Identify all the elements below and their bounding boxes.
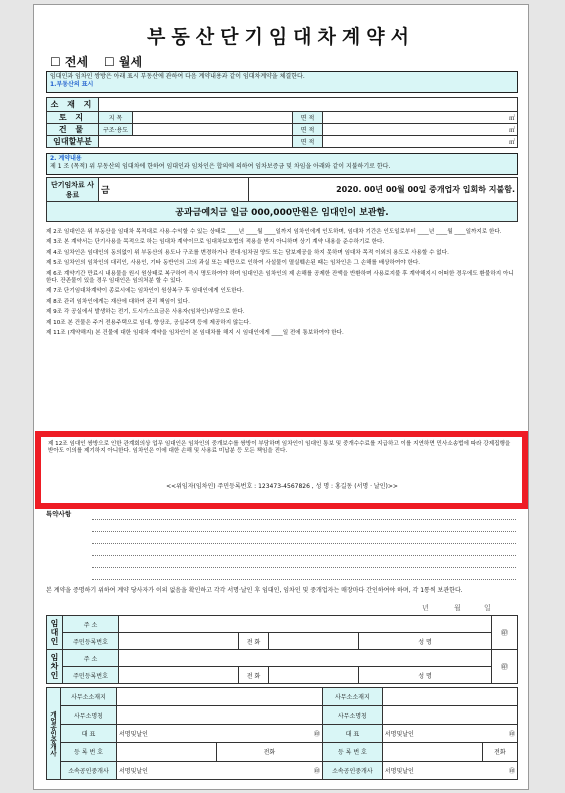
landlord-id-field[interactable] <box>119 633 239 650</box>
special-line-3[interactable] <box>92 543 516 544</box>
lease-area-field[interactable]: ㎡ <box>323 136 518 148</box>
jeonse-checkbox[interactable]: ☐ 전세 <box>50 55 89 69</box>
fee-note: 2020. 00년 00월 00일 중개업자 입회하 지불함. <box>249 178 518 202</box>
tenant-address-field[interactable] <box>119 650 492 667</box>
agent2-rep-seal: ㊞ <box>508 730 515 738</box>
landlord-tel-label: 전 화 <box>239 633 269 650</box>
closing-month: 월 <box>454 604 461 612</box>
building-area-label: 면 적 <box>293 124 323 136</box>
clause-5: 제 5조 임차인의 임차인의 대리인, 사용인, 기타 동반인의 고의 과실 또는 태만으로 인하여 사설물이 멸실훼손된 때는 임차인은 그 손해를 배상하여야 한다. <box>46 260 421 267</box>
property-table <box>46 97 518 148</box>
landlord-address-field[interactable] <box>119 616 492 633</box>
land-area-label: 면 적 <box>293 112 323 124</box>
location-field[interactable] <box>99 98 518 112</box>
tenant-label: 임차인 <box>47 650 63 684</box>
agent2-tel-label: 전화 <box>482 743 517 761</box>
landlord-label: 임대인 <box>47 616 63 650</box>
document-title: 부동산단기임대차계약서 <box>147 26 415 48</box>
building-structure-label: 구조·용도 <box>99 124 133 136</box>
wolse-checkbox[interactable]: ☐ 월세 <box>104 55 143 69</box>
fee-table <box>46 177 518 222</box>
landlord-seal: ㊞ <box>492 616 518 650</box>
agent2-broker-sign-text: 서명및날인 <box>384 767 414 775</box>
tenant-tel-label: 전 화 <box>239 667 269 684</box>
agent2-reg-label: 등 록 번 호 <box>322 743 382 761</box>
agent1-rep-sign-field[interactable] <box>117 724 323 742</box>
clause-2: 제 2조 임대인은 위 부동산을 임대차 목적대로 사용·수익할 수 있는 상태로 ____년 ____월 ____일까지 임차인에게 인도하며, 임대차 기간은 인도일로부터 ____년 ____월 ____일까지로 한다. <box>46 229 502 235</box>
building-label: 건 물 <box>47 124 99 136</box>
clause-list <box>46 229 518 337</box>
agent2-office-name-field[interactable] <box>382 706 517 724</box>
account-line: <<위임자(임차인) 주민등록번호 : 123473-4567826 , 성 명 : 홍길동 (서명 · 날인)>> <box>166 483 398 490</box>
building-structure-field[interactable] <box>133 124 293 136</box>
lease-area-label: 면 적 <box>293 136 323 148</box>
agent1-office-name-label: 사무소명칭 <box>61 706 117 724</box>
agent1-broker-field[interactable] <box>117 761 323 779</box>
tenant-tel-field[interactable] <box>269 667 359 684</box>
lease-part-field[interactable] <box>99 136 293 148</box>
agent2-rep-sign-field[interactable] <box>382 724 517 742</box>
land-area-field[interactable]: ㎡ <box>323 112 518 124</box>
agent1-office-address-field[interactable] <box>117 688 323 706</box>
tenant-address-label: 주 소 <box>63 650 119 667</box>
clause-3: 제 3조 본 계약서는 단기사용을 목적으로 하는 임대차 계약이므로 임대차보호법의 적용을 받지 아니하며 상기 계약 내용을 준수하기로 한다. <box>46 239 385 246</box>
special-line-1[interactable] <box>92 519 516 520</box>
agent1-broker-label: 소속공인중개사 <box>61 761 117 779</box>
land-label: 토 지 <box>47 112 99 124</box>
intro-text: 임대인과 임차인 쌍방은 아래 표시 부동산에 관하여 다음 계약내용과 같이 임대차계약을 체결한다. <box>50 73 305 80</box>
fee-amount-field[interactable]: 금 <box>99 178 249 202</box>
clause-9: 제 9조 각 공실에서 발생하는 전기, 도시가스요금은 사용자(임차인)부담으로 한다. <box>46 309 245 316</box>
fee-label: 단기임차료 사용료 <box>47 178 99 202</box>
closing-day: 일 <box>484 604 491 612</box>
agent1-broker-sign-text: 서명및날인 <box>119 767 148 775</box>
special-line-2[interactable] <box>92 531 516 532</box>
clause-4: 제 4조 임차인은 임대인의 동의없이 위 부동산의 용도나 구조를 변경하거나 전대·임차권 양도 또는 담보제공을 하지 못하며 임대차 목적 이외의 용도로 사용할 수 없다. <box>46 249 449 256</box>
agent2-rep-label: 대 표 <box>322 724 382 742</box>
agent1-rep-sign-text: 서명및날인 <box>119 730 148 738</box>
tenant-name-label: 성 명 <box>359 667 492 684</box>
clause-7: 제 7조 단기임대차계약이 종료시에는 임차인이 원상복구 후 임대인에게 인도한다. <box>46 288 244 295</box>
clause-10: 제 10조 본 건물은 주거 전용주택으로 임대, 향상조, 공실주택 등에 제공하지 않는다. <box>46 319 251 326</box>
agent1-broker-seal: ㊞ <box>313 767 320 775</box>
closing-year: 년 <box>422 604 429 612</box>
special-line-5[interactable] <box>92 567 516 568</box>
article-1: 제 1 조 (목적) 위 부동산의 임대차에 한하여 임대인과 임차인은 합의에 의하여 임차보증금 및 차임을 아래와 같이 지불하기로 한다. <box>50 163 391 170</box>
closing-statement: 본 계약을 증명하기 위하여 계약 당사자가 이의 없음을 확인하고 각각 서명·날인 후 임대인, 임차인 및 중개업자는 매장마다 간인하여야 하며, 각 1통씩 보관한다. <box>46 587 463 594</box>
special-line-4[interactable] <box>92 555 516 556</box>
contract-page <box>33 4 529 790</box>
lease-part-label: 임대할부분 <box>47 136 99 148</box>
building-area-field[interactable]: ㎡ <box>323 124 518 136</box>
property-heading: 1.부동산의 표시 <box>50 81 94 88</box>
utility-deposit-notice: 공과금예치금 일금 000,000만원은 임대인이 보관함. <box>47 202 518 222</box>
location-label: 소 재 지 <box>47 98 99 112</box>
landlord-tel-field[interactable] <box>269 633 359 650</box>
landlord-name-label: 성 명 <box>359 633 492 650</box>
agent1-office-address-label: 사무소소재지 <box>61 688 117 706</box>
agent1-tel-label: 전화 <box>217 743 323 761</box>
landlord-id-label: 주민등록번호 <box>63 633 119 650</box>
tenant-id-field[interactable] <box>119 667 239 684</box>
agent2-broker-seal: ㊞ <box>508 767 515 775</box>
tenant-id-label: 주민등록번호 <box>63 667 119 684</box>
land-category-label: 지 목 <box>99 112 133 124</box>
special-terms-label: 특약사항 <box>46 510 72 518</box>
tenant-seal: ㊞ <box>492 650 518 684</box>
land-category-field[interactable] <box>133 112 293 124</box>
agent1-rep-label: 대 표 <box>61 724 117 742</box>
landlord-address-label: 주 소 <box>63 616 119 633</box>
parties-table <box>46 615 518 684</box>
clause-11: 제 11조 (계약해지) 본 건물에 대한 임대차 계약을 임차인이 본 임대차를 해지 시 임대인에게 ____일 전에 통보하여야 한다. <box>46 330 344 337</box>
special-line-6[interactable] <box>92 579 516 580</box>
agent2-office-name-label: 사무소명칭 <box>322 706 382 724</box>
agent1-rep-seal: ㊞ <box>313 730 320 738</box>
agent1-reg-field[interactable] <box>117 743 217 761</box>
contract-section-header <box>46 153 518 175</box>
agent1-reg-label: 등 록 번 호 <box>61 743 117 761</box>
agent2-broker-label: 소속공인중개사 <box>322 761 382 779</box>
agent2-office-address-field[interactable] <box>382 688 517 706</box>
property-section-header <box>46 71 518 93</box>
contract-heading: 2. 계약내용 <box>50 155 82 162</box>
agent2-rep-sign-text: 서명및날인 <box>384 730 414 738</box>
clause-12: 제 12조 임대인 쌍방으로 인한 관계회의상 업무 임대인은 임차인의 중개보수를 쌍방이 부담하며 임차인이 임대인 통보 및 중개수수료를 지급하고 이를 지연하면 민사소송법에 따라 강제집행을 받아도 이의를 제기하지 아니한다. 임차인은 이에 대한 손해 및 사용료 미납분 등 모든 책임을 진다. <box>48 441 511 455</box>
agent2-office-address-label: 사무소소재지 <box>322 688 382 706</box>
agent1-office-name-field[interactable] <box>117 706 323 724</box>
agent-table <box>46 687 518 780</box>
agent2-reg-field[interactable] <box>382 743 482 761</box>
clause-8: 제 8조 관리 임차인에게는 재산에 대하여 관리 책임이 있다. <box>46 298 190 305</box>
agent2-broker-field[interactable] <box>382 761 517 779</box>
clause-6: 제 6조 계약기간 만료시 내용물을 원시 원상태로 복구하여 즉시 명도하여야 하며 임대인은 임차인의 제 손해를 공제한 잔액을 반환하며 사용료지불 후 계약해지시 어떠한 경우에도 환불하지 아니한다. 잔존물이 있을 경우 임대인은 임의처분 할 수 있다. <box>46 270 514 285</box>
agent-label: 개업공인중개사 <box>47 688 61 780</box>
